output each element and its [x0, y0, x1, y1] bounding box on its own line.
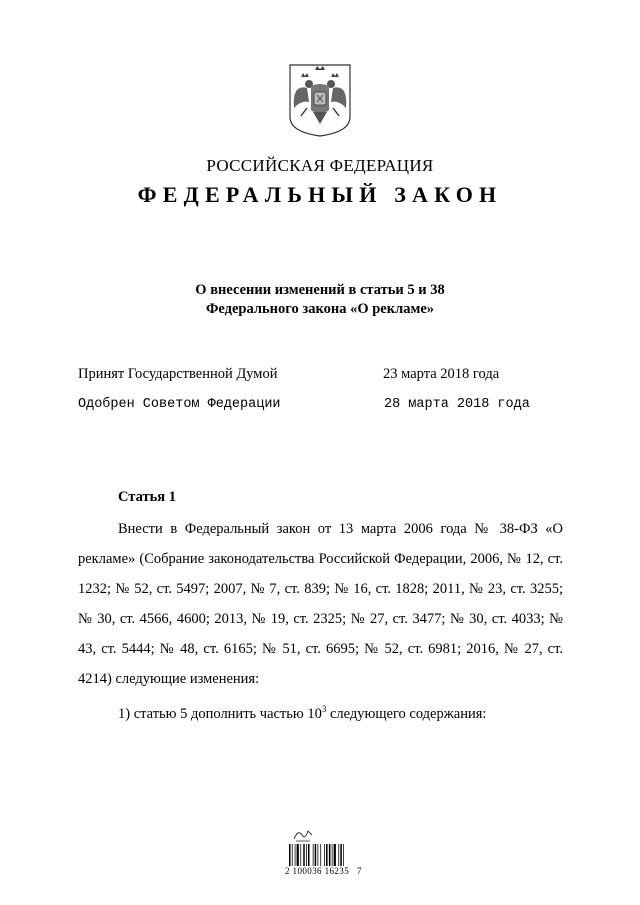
barcode-bar [300, 844, 301, 866]
council-approval-date: 28 марта 2018 года [384, 397, 530, 412]
barcode-bar [295, 844, 296, 866]
barcode-bar [332, 844, 333, 866]
article-1-heading: Статья 1 [118, 489, 176, 505]
barcode-bar [306, 844, 307, 866]
article-1-body [78, 514, 563, 729]
item-1-superscript: 3 [321, 704, 327, 714]
barcode-bar [320, 844, 321, 866]
duma-adoption-label: Принят Государственной Думой [78, 366, 278, 382]
barcode-bar [292, 844, 293, 866]
article-1-item-1 [78, 694, 563, 729]
barcode-bar [318, 844, 319, 866]
law-subject [0, 281, 640, 319]
barcode-bar [338, 844, 339, 866]
law-subject-line-1: О внесении изменений в статьи 5 и 38 [195, 282, 445, 298]
barcode-bar [313, 844, 314, 866]
barcode-bar [324, 844, 325, 866]
barcode-bar [303, 844, 305, 866]
barcode-bar [308, 844, 310, 866]
barcode-number: 2 100036 16235 7 [285, 866, 362, 876]
law-subject-line-2: Федерального закона «О рекламе» [205, 301, 435, 317]
barcode-bar [326, 844, 328, 866]
coat-of-arms-emblem [287, 62, 353, 138]
barcode-bar [334, 844, 336, 866]
item-1-text-end: следующего содержания: [326, 705, 487, 722]
article-1-intro-paragraph: Внести в Федеральный закон от 13 марта 2006 года № 38-ФЗ «О рекламе» (Собрание законодательства Российской Федерации, 2006, № 12, ст. 1232; № 52, ст. 5497; 2007, № 7, ст. 839; № 16, ст. 1828; 2011, № 23, ст. 3255; № 30, ст. 4566, 4600; 2013, № 19, ст. 2325; № 27, ст. 3477; № 30, ст. 4033; № 43, ст. 5444; № 48, ст. 6165; № 51, ст. 6695; № 52, ст. 6981; 2016, № 27, ст. 4214) следующие изменения: [78, 521, 563, 687]
barcode-bar [297, 844, 299, 866]
council-approval-label: Одобрен Советом Федерации [78, 397, 281, 412]
signature-stamp-icon [292, 826, 314, 842]
duma-adoption-date: 23 марта 2018 года [383, 366, 500, 382]
country-name: РОССИЙСКАЯ ФЕДЕРАЦИЯ [206, 156, 434, 175]
item-1-text: 1) статью 5 дополнить частью 10 [118, 705, 322, 722]
law-type-title: ФЕДЕРАЛЬНЫЙ ЗАКОН [137, 182, 503, 207]
barcode-bar [329, 844, 331, 866]
barcode-bar [289, 844, 291, 866]
barcode-bar [343, 844, 344, 866]
barcode-bar [340, 844, 342, 866]
barcode-icon [288, 844, 368, 866]
barcode-bar [315, 844, 317, 866]
